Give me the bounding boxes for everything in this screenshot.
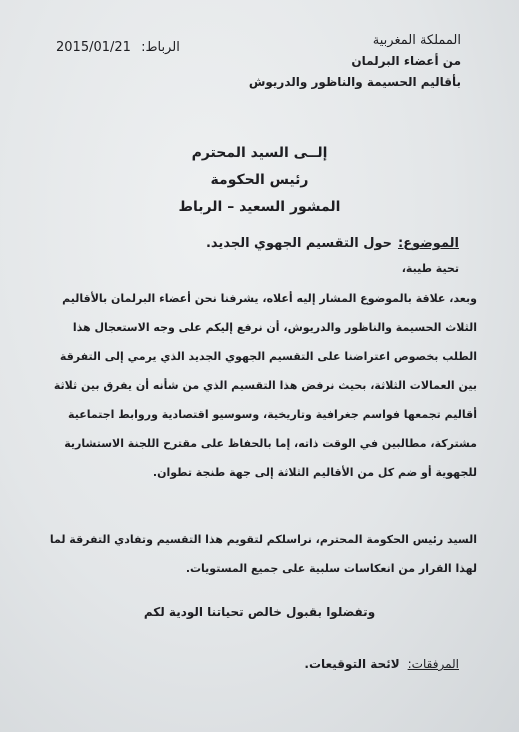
attachments-text: لائحة التوقيعات. [304,657,400,671]
recipient-block [0,140,519,221]
subject-text: حول التقسيم الجهوي الجديد. [205,236,392,251]
greeting: تحية طيبة، [401,262,459,275]
attachments-line [304,657,459,671]
body-paragraph-1 [37,284,477,487]
subject-label: الموضوع: [398,236,459,251]
subject-line [206,236,459,251]
recipient-address: المشور السعيد – الرباط [178,199,341,215]
closing-line: وتفضلوا بقبول خالص تحياتنا الودية لكم [143,605,376,619]
body-line: وبعد، علاقة بالموضوع المشار إليه أعلاه، يشرفنا نحن أعضاء البرلمان بالأقاليم [62,292,477,305]
body-line: بين العمالات الثلاثة، بحيث نرفض هذا التقسيم الذي من شأنه أن يفرق بين ثلاثة [53,379,477,392]
body-line: السيد رئيس الحكومة المحترم، نراسلكم لتقويم هذا التقسيم وتفادي التفرقة لما [49,533,477,546]
attachments-label: المرفقات: [407,657,459,671]
sender-provinces: بأقاليم الحسيمة والناظور والدريوش [248,75,461,89]
date-line [56,40,180,55]
sender-block [249,30,461,93]
body-line: أقاليم تجمعها فواسم جغرافية وتاريخية، وسوسيو اقتصادية وروابط اجتماعية [68,408,477,421]
recipient-salutation: إلــى السيد المحترم [191,145,328,161]
body-line: الثلاث الحسيمة والناظور والدريوش، أن نرفع إليكم على وجه الاستعجال هذا [72,321,477,334]
body-line: الطلب بخصوص اعتراضنا على التقسيم الجهوي الجديد الذي يرمي إلى التفرقة [59,350,477,363]
date-label: الرباط: [141,40,180,55]
sender-kingdom: المملكة المغربية [372,33,461,48]
recipient-title: رئيس الحكومة [210,172,309,188]
body-line: لهذا القرار من انعكاسات سلبية على جميع المستويات. [185,562,477,575]
sender-members: من أعضاء البرلمان [351,54,461,68]
body-paragraph-2 [37,525,477,583]
body-line: للجهوية أو ضم كل من الأقاليم الثلاثة إلى جهة طنجة تطوان. [152,466,477,479]
date-value: 2015/01/21 [56,40,131,55]
body-line: مشتركة، مطالبين في الوقت ذاته، إما بالحفاظ على مقترح اللجنة الاستشارية [64,437,477,450]
